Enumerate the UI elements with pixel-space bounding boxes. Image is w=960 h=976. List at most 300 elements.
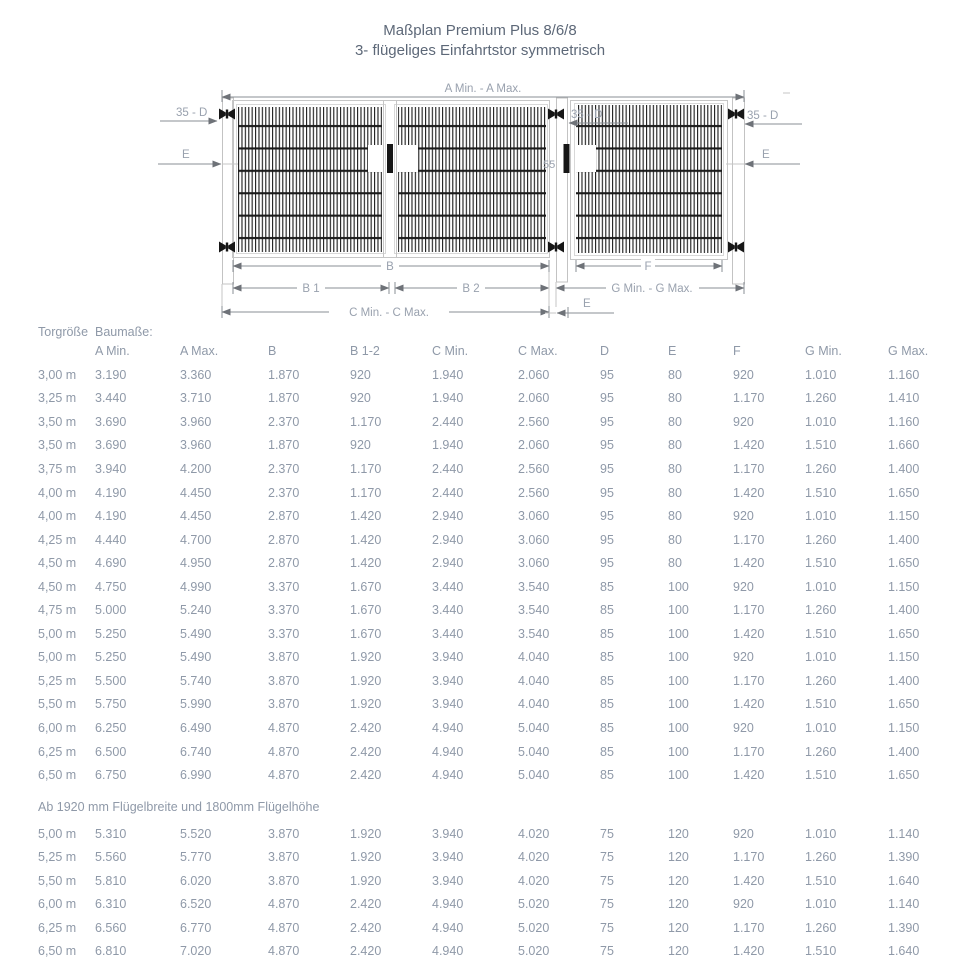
cell-value: 5.040 — [518, 744, 550, 759]
cell-torgroesse: 5,50 m — [38, 697, 77, 712]
cell-value: 1.420 — [733, 873, 765, 888]
cell-value: 95 — [600, 509, 614, 524]
cell-value: 3.540 — [518, 603, 550, 618]
cell-value: 1.640 — [888, 873, 920, 888]
wing2-mesh — [398, 107, 546, 252]
cell-value: 4.020 — [518, 873, 550, 888]
column-header: G Min. — [805, 344, 842, 358]
cell-value: 80 — [668, 532, 682, 547]
cell-value: 80 — [668, 367, 682, 382]
cell-value: 6.810 — [95, 944, 127, 959]
table-row — [0, 940, 960, 964]
cell-value: 75 — [600, 897, 614, 912]
cell-value: 1.670 — [350, 579, 382, 594]
cell-value: 6.990 — [180, 768, 212, 783]
cell-value: 1.170 — [733, 391, 765, 406]
cell-value: 100 — [668, 744, 689, 759]
cell-value: 7.020 — [180, 944, 212, 959]
cell-value: 3.870 — [268, 697, 300, 712]
cell-value: 4.940 — [432, 920, 464, 935]
cell-value: 6.740 — [180, 744, 212, 759]
cell-value: 3.870 — [268, 673, 300, 688]
cell-value: 4.940 — [432, 720, 464, 735]
cell-value: 1.170 — [733, 744, 765, 759]
cell-value: 4.940 — [432, 744, 464, 759]
cell-value: 85 — [600, 579, 614, 594]
cell-value: 1.920 — [350, 650, 382, 665]
cell-value: 6.520 — [180, 897, 212, 912]
cell-value: 920 — [733, 720, 754, 735]
cell-value: 85 — [600, 768, 614, 783]
cell-value: 80 — [668, 485, 682, 500]
cell-torgroesse: 5,00 m — [38, 650, 77, 665]
table-section-1 — [0, 363, 960, 787]
cell-value: 1.170 — [733, 673, 765, 688]
cell-value: 1.510 — [805, 556, 837, 571]
cell-value: 2.870 — [268, 532, 300, 547]
cell-value: 3.690 — [95, 414, 127, 429]
table-row — [0, 363, 960, 387]
cell-value: 1.510 — [805, 944, 837, 959]
cell-value: 80 — [668, 414, 682, 429]
cell-value: 2.560 — [518, 461, 550, 476]
cell-value: 2.060 — [518, 438, 550, 453]
cell-value: 1.400 — [888, 603, 920, 618]
cell-value: 2.870 — [268, 556, 300, 571]
cell-value: 75 — [600, 944, 614, 959]
cell-value: 1.420 — [733, 438, 765, 453]
cell-value: 2.370 — [268, 461, 300, 476]
cell-value: 4.940 — [432, 897, 464, 912]
column-header: C Max. — [518, 344, 558, 358]
cell-torgroesse: 6,00 m — [38, 897, 77, 912]
cell-value: 2.560 — [518, 414, 550, 429]
cell-value: 6.250 — [95, 720, 127, 735]
cell-value: 3.940 — [432, 826, 464, 841]
cell-value: 1.420 — [350, 532, 382, 547]
cell-value: 1.640 — [888, 944, 920, 959]
cell-value: 95 — [600, 556, 614, 571]
cell-value: 1.140 — [888, 826, 920, 841]
dim-label-c: C Min. - C Max. — [349, 307, 429, 319]
cell-value: 1.920 — [350, 673, 382, 688]
cell-torgroesse: 3,00 m — [38, 367, 77, 382]
wing1-mesh — [238, 107, 382, 252]
cell-value: 4.870 — [268, 768, 300, 783]
column-header: B — [268, 344, 277, 358]
cell-value: 1.160 — [888, 414, 920, 429]
cell-value: 1.390 — [888, 850, 920, 865]
table-row — [0, 693, 960, 717]
cell-value: 1.410 — [888, 391, 920, 406]
cell-torgroesse: 3,75 m — [38, 461, 77, 476]
cell-value: 3.870 — [268, 873, 300, 888]
cell-value: 5.240 — [180, 603, 212, 618]
cell-value: 1.510 — [805, 768, 837, 783]
cell-value: 4.440 — [95, 532, 127, 547]
cell-value: 5.490 — [180, 626, 212, 641]
cell-value: 3.960 — [180, 438, 212, 453]
cell-value: 3.540 — [518, 579, 550, 594]
cell-value: 920 — [733, 650, 754, 665]
cell-value: 3.960 — [180, 414, 212, 429]
column-header: A Min. — [95, 344, 130, 358]
cell-value: 1.010 — [805, 579, 837, 594]
cell-value: 2.420 — [350, 744, 382, 759]
table-row — [0, 598, 960, 622]
cell-value: 3.870 — [268, 850, 300, 865]
cell-value: 2.370 — [268, 414, 300, 429]
table-row — [0, 504, 960, 528]
cell-value: 1.650 — [888, 697, 920, 712]
cell-value: 85 — [600, 744, 614, 759]
dim-label-g: G Min. - G Max. — [611, 283, 693, 295]
dim-label-b: B — [386, 261, 394, 273]
cell-value: 4.020 — [518, 850, 550, 865]
cell-value: 1.870 — [268, 367, 300, 382]
cell-value: 95 — [600, 438, 614, 453]
cell-value: 5.520 — [180, 826, 212, 841]
cell-value: 5.000 — [95, 603, 127, 618]
table-column-headers — [0, 342, 960, 360]
cell-value: 6.750 — [95, 768, 127, 783]
cell-value: 5.990 — [180, 697, 212, 712]
cell-torgroesse: 4,75 m — [38, 603, 77, 618]
cell-value: 2.440 — [432, 414, 464, 429]
cell-value: 2.370 — [268, 485, 300, 500]
cell-value: 75 — [600, 920, 614, 935]
cell-value: 920 — [350, 438, 371, 453]
cell-value: 95 — [600, 461, 614, 476]
cell-value: 1.260 — [805, 920, 837, 935]
cell-value: 6.770 — [180, 920, 212, 935]
cell-value: 1.260 — [805, 744, 837, 759]
table-row — [0, 740, 960, 764]
right-post — [733, 98, 745, 284]
cell-value: 920 — [350, 391, 371, 406]
cell-value: 3.440 — [95, 391, 127, 406]
cell-value: 3.540 — [518, 626, 550, 641]
baumasse-header: Baumaße: — [95, 325, 153, 339]
lock-bar-center — [387, 144, 393, 173]
cell-value: 1.420 — [350, 509, 382, 524]
dim-label-f: F — [644, 261, 652, 273]
table-section-2 — [0, 822, 960, 963]
cell-value: 1.150 — [888, 720, 920, 735]
cell-value: 5.500 — [95, 673, 127, 688]
cell-value: 1.260 — [805, 603, 837, 618]
cell-torgroesse: 4,50 m — [38, 556, 77, 571]
cell-torgroesse: 5,25 m — [38, 673, 77, 688]
cell-value: 1.150 — [888, 579, 920, 594]
column-header: F — [733, 344, 741, 358]
cell-value: 920 — [733, 579, 754, 594]
cell-value: 1.260 — [805, 391, 837, 406]
cell-value: 2.940 — [432, 509, 464, 524]
cell-value: 85 — [600, 626, 614, 641]
cell-value: 6.310 — [95, 897, 127, 912]
cell-value: 1.650 — [888, 485, 920, 500]
cell-value: 1.260 — [805, 461, 837, 476]
cell-value: 1.400 — [888, 744, 920, 759]
dim-label-e-left: E — [182, 149, 190, 161]
cell-value: 100 — [668, 697, 689, 712]
cell-value: 1.920 — [350, 873, 382, 888]
cell-value: 95 — [600, 532, 614, 547]
cell-value: 100 — [668, 603, 689, 618]
table-row — [0, 845, 960, 869]
column-header: B 1-2 — [350, 344, 380, 358]
cell-value: 3.940 — [432, 850, 464, 865]
cell-value: 3.940 — [432, 650, 464, 665]
title-line2: 3- flügeliges Einfahrtstor symmetrisch — [354, 42, 606, 59]
table-row — [0, 822, 960, 846]
cell-value: 1.650 — [888, 556, 920, 571]
cell-value: 920 — [733, 414, 754, 429]
cell-value: 5.250 — [95, 626, 127, 641]
cell-value: 100 — [668, 579, 689, 594]
cell-value: 3.190 — [95, 367, 127, 382]
cell-value: 1.170 — [733, 532, 765, 547]
table-row — [0, 434, 960, 458]
dim-label-d-mid: 35 - D — [571, 109, 603, 121]
lock-bar-side — [564, 144, 570, 173]
cell-value: 95 — [600, 391, 614, 406]
cell-value: 80 — [668, 438, 682, 453]
cell-value: 3.940 — [95, 461, 127, 476]
cell-value: 3.870 — [268, 650, 300, 665]
cell-value: 1.420 — [350, 556, 382, 571]
cell-value: 1.150 — [888, 650, 920, 665]
cell-value: 1.660 — [888, 438, 920, 453]
cell-value: 4.700 — [180, 532, 212, 547]
cell-value: 1.170 — [733, 603, 765, 618]
cell-torgroesse: 5,00 m — [38, 626, 77, 641]
cell-value: 1.010 — [805, 414, 837, 429]
cell-value: 1.420 — [733, 944, 765, 959]
cell-value: 3.060 — [518, 532, 550, 547]
cell-value: 6.560 — [95, 920, 127, 935]
cell-torgroesse: 4,00 m — [38, 509, 77, 524]
cell-value: 2.940 — [432, 556, 464, 571]
cell-value: 1.140 — [888, 897, 920, 912]
cell-value: 3.060 — [518, 509, 550, 524]
cell-value: 5.560 — [95, 850, 127, 865]
cell-value: 5.490 — [180, 650, 212, 665]
cell-value: 3.690 — [95, 438, 127, 453]
cell-value: 2.060 — [518, 367, 550, 382]
cell-value: 1.010 — [805, 826, 837, 841]
cell-torgroesse: 4,25 m — [38, 532, 77, 547]
cell-torgroesse: 5,00 m — [38, 826, 77, 841]
cell-value: 4.190 — [95, 509, 127, 524]
cell-value: 4.450 — [180, 509, 212, 524]
cell-torgroesse: 6,25 m — [38, 744, 77, 759]
cell-value: 3.710 — [180, 391, 212, 406]
cell-value: 4.950 — [180, 556, 212, 571]
cell-value: 1.510 — [805, 697, 837, 712]
cell-value: 4.870 — [268, 920, 300, 935]
cell-value: 920 — [733, 509, 754, 524]
cell-value: 5.040 — [518, 720, 550, 735]
cell-value: 1.400 — [888, 532, 920, 547]
cell-value: 1.420 — [733, 697, 765, 712]
cell-value: 1.010 — [805, 720, 837, 735]
column-header: A Max. — [180, 344, 219, 358]
cell-torgroesse: 3,50 m — [38, 438, 77, 453]
cell-value: 75 — [600, 873, 614, 888]
cell-value: 2.060 — [518, 391, 550, 406]
cell-value: 4.190 — [95, 485, 127, 500]
cell-value: 1.170 — [350, 414, 382, 429]
cell-value: 1.920 — [350, 697, 382, 712]
cell-value: 120 — [668, 944, 689, 959]
cell-value: 1.400 — [888, 461, 920, 476]
title-line1: Maßplan Premium Plus 8/6/8 — [383, 22, 577, 39]
column-header: E — [668, 344, 677, 358]
cell-value: 95 — [600, 414, 614, 429]
cell-value: 2.420 — [350, 897, 382, 912]
cell-value: 2.420 — [350, 944, 382, 959]
table-row — [0, 763, 960, 787]
cell-value: 4.040 — [518, 650, 550, 665]
cell-value: 5.770 — [180, 850, 212, 865]
cell-value: 5.020 — [518, 897, 550, 912]
cell-value: 100 — [668, 768, 689, 783]
cell-value: 2.940 — [432, 532, 464, 547]
cell-value: 1.510 — [805, 438, 837, 453]
table-row — [0, 716, 960, 740]
cell-torgroesse: 6,50 m — [38, 768, 77, 783]
cell-value: 4.870 — [268, 897, 300, 912]
cell-value: 120 — [668, 920, 689, 935]
cell-value: 1.940 — [432, 391, 464, 406]
cell-value: 1.150 — [888, 509, 920, 524]
cell-value: 2.420 — [350, 720, 382, 735]
table-row — [0, 669, 960, 693]
cell-value: 3.370 — [268, 579, 300, 594]
table-group-header — [0, 322, 960, 342]
cell-torgroesse: 5,25 m — [38, 850, 77, 865]
cell-value: 4.870 — [268, 944, 300, 959]
section2-note: Ab 1920 mm Flügelbreite und 1800mm Flügelhöhe — [38, 799, 320, 814]
cell-value: 3.940 — [432, 697, 464, 712]
left-post — [223, 98, 234, 284]
cell-value: 1.420 — [733, 556, 765, 571]
cell-value: 5.810 — [95, 873, 127, 888]
cell-value: 1.650 — [888, 768, 920, 783]
column-header: C Min. — [432, 344, 469, 358]
cell-value: 120 — [668, 897, 689, 912]
cell-value: 85 — [600, 720, 614, 735]
cell-value: 6.020 — [180, 873, 212, 888]
table-row — [0, 892, 960, 916]
cell-torgroesse: 6,50 m — [38, 944, 77, 959]
cell-value: 1.870 — [268, 391, 300, 406]
cell-torgroesse: 4,00 m — [38, 485, 77, 500]
cell-value: 1.160 — [888, 367, 920, 382]
cell-value: 95 — [600, 485, 614, 500]
cell-value: 1.650 — [888, 626, 920, 641]
column-header: D — [600, 344, 610, 358]
cell-value: 4.870 — [268, 744, 300, 759]
cell-value: 5.250 — [95, 650, 127, 665]
cell-value: 1.400 — [888, 673, 920, 688]
cell-value: 1.260 — [805, 673, 837, 688]
table-row — [0, 481, 960, 505]
cell-value: 2.560 — [518, 485, 550, 500]
cell-value: 85 — [600, 650, 614, 665]
table-row — [0, 387, 960, 411]
cell-value: 80 — [668, 556, 682, 571]
cell-value: 80 — [668, 391, 682, 406]
cell-value: 1.170 — [350, 485, 382, 500]
cell-value: 1.170 — [733, 850, 765, 865]
cell-value: 920 — [350, 367, 371, 382]
table-row — [0, 869, 960, 893]
column-header: G Max. — [888, 344, 929, 358]
dim-label-e-bottom: E — [583, 298, 591, 310]
cell-value: 100 — [668, 650, 689, 665]
cell-value: 1.260 — [805, 850, 837, 865]
table-row — [0, 575, 960, 599]
cell-value: 3.440 — [432, 603, 464, 618]
cell-value: 1.670 — [350, 626, 382, 641]
cell-value: 5.750 — [95, 697, 127, 712]
cell-value: 2.870 — [268, 509, 300, 524]
cell-value: 3.370 — [268, 603, 300, 618]
cell-value: 1.670 — [350, 603, 382, 618]
middle-post — [557, 98, 568, 282]
cell-value: 120 — [668, 826, 689, 841]
wing3-mesh — [576, 105, 722, 253]
dim-label-b1: B 1 — [302, 283, 320, 295]
cell-value: 4.020 — [518, 826, 550, 841]
cell-torgroesse: 5,50 m — [38, 873, 77, 888]
table-row — [0, 622, 960, 646]
dimension-table — [0, 322, 960, 963]
cell-value: 5.310 — [95, 826, 127, 841]
cell-value: 3.870 — [268, 826, 300, 841]
table-row — [0, 551, 960, 575]
dim-label-d-left: 35 - D — [176, 107, 208, 119]
cell-value: 1.010 — [805, 367, 837, 382]
cell-value: 3.370 — [268, 626, 300, 641]
cell-value: 2.440 — [432, 485, 464, 500]
cell-value: 85 — [600, 603, 614, 618]
cell-value: 920 — [733, 826, 754, 841]
cell-value: 1.940 — [432, 367, 464, 382]
cell-value: 120 — [668, 850, 689, 865]
cell-value: 2.440 — [432, 461, 464, 476]
cell-value: 75 — [600, 826, 614, 841]
cell-value: 3.060 — [518, 556, 550, 571]
cell-value: 5.040 — [518, 768, 550, 783]
cell-value: 2.420 — [350, 768, 382, 783]
cell-torgroesse: 3,25 m — [38, 391, 77, 406]
cell-value: 920 — [733, 367, 754, 382]
cell-value: 3.440 — [432, 626, 464, 641]
cell-value: 1.390 — [888, 920, 920, 935]
cell-value: 3.440 — [432, 579, 464, 594]
cell-value: 85 — [600, 697, 614, 712]
cell-value: 4.040 — [518, 697, 550, 712]
torgroesse-header: Torgröße — [38, 325, 89, 339]
table-row — [0, 457, 960, 481]
cell-value: 4.200 — [180, 461, 212, 476]
cell-value: 1.420 — [733, 626, 765, 641]
cell-value: 4.040 — [518, 673, 550, 688]
